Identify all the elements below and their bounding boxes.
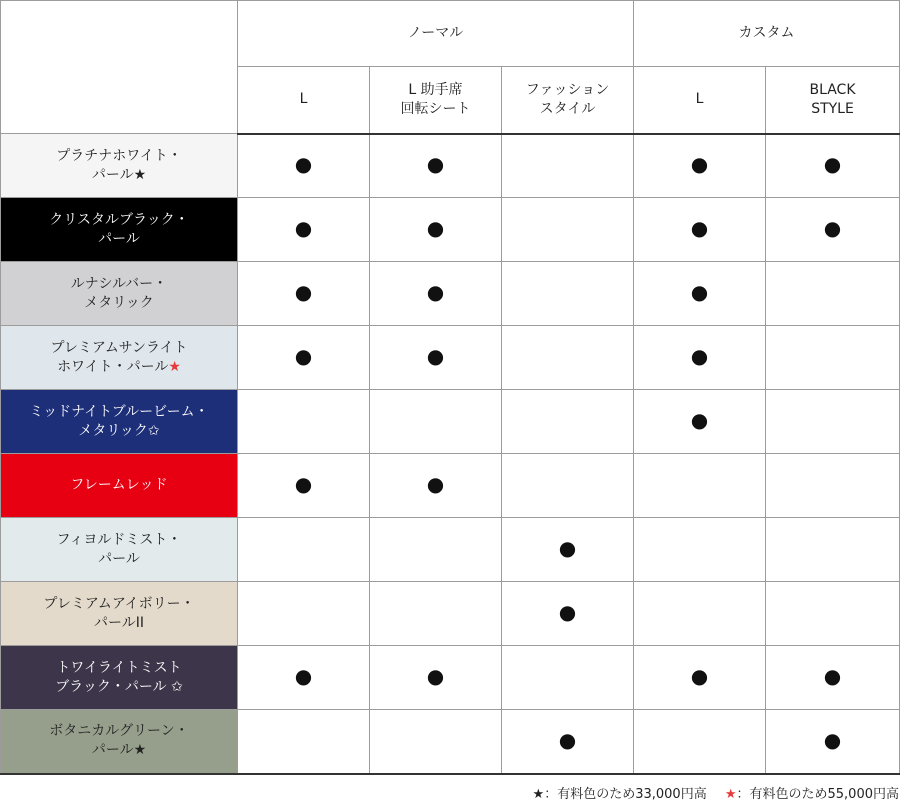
availability-cell	[502, 518, 634, 582]
availability-cell	[370, 262, 502, 326]
color-name-line: ミッドナイトブルービーム・	[29, 403, 209, 420]
availability-cell	[766, 198, 900, 262]
availability-cell	[634, 198, 766, 262]
availability-dot: ●	[558, 536, 577, 560]
black-star-icon: ★	[532, 787, 545, 802]
availability-dot: ●	[558, 727, 577, 752]
availability-cell	[370, 134, 502, 198]
availability-dot: ●	[426, 344, 445, 368]
availability-cell	[634, 390, 766, 454]
availability-dot: ●	[294, 216, 313, 240]
color-name-line: ボタニカルグリーン・	[49, 723, 189, 740]
availability-dot: ●	[426, 664, 445, 688]
availability-cell	[634, 262, 766, 326]
availability-dot: ●	[294, 152, 313, 177]
availability-cell	[766, 710, 900, 774]
header-group-custom	[634, 1, 900, 67]
footnote-paid-color-33000	[533, 785, 707, 805]
availability-cell	[370, 454, 502, 518]
column-header-line: BLACK	[809, 81, 856, 98]
availability-cell	[502, 582, 634, 646]
availability-dot: ●	[426, 152, 445, 177]
color-row	[1, 646, 900, 710]
availability-cell	[502, 262, 634, 326]
color-name-line: プレミアムアイボリー・	[43, 595, 195, 612]
column-header	[634, 67, 766, 134]
column-header	[370, 67, 502, 134]
color-row	[1, 454, 900, 518]
color-name-cell	[1, 198, 238, 262]
header-group-row	[1, 1, 900, 67]
availability-cell	[502, 646, 634, 710]
availability-cell	[238, 454, 370, 518]
column-header-line: STYLE	[811, 100, 854, 117]
availability-dot: ●	[690, 216, 709, 240]
color-name-cell	[1, 454, 238, 518]
color-row	[1, 390, 900, 454]
color-row	[1, 710, 900, 774]
availability-cell	[238, 582, 370, 646]
column-header-line: 回転シート	[400, 100, 471, 117]
availability-cell	[766, 134, 900, 198]
color-name-line: クリスタルブラック・	[49, 211, 189, 228]
availability-cell	[634, 646, 766, 710]
availability-dot: ●	[426, 472, 445, 496]
availability-cell	[370, 326, 502, 390]
color-name-cell	[1, 390, 238, 454]
group-label: カスタム	[738, 25, 795, 41]
availability-dot: ●	[690, 152, 709, 177]
footnote-text: ：有料色のため33,000円高	[544, 787, 707, 802]
header-corner-cell	[1, 1, 238, 134]
availability-cell	[238, 198, 370, 262]
availability-cell	[502, 454, 634, 518]
availability-dot: ●	[823, 152, 842, 177]
availability-dot: ●	[294, 280, 313, 304]
availability-cell	[634, 518, 766, 582]
color-row	[1, 262, 900, 326]
availability-cell	[370, 390, 502, 454]
availability-cell	[502, 390, 634, 454]
column-header	[238, 67, 370, 134]
availability-cell	[634, 454, 766, 518]
color-name-cell	[1, 646, 238, 710]
availability-cell	[370, 582, 502, 646]
color-name-line	[1, 358, 237, 377]
color-name-line: フィヨルドミスト・	[56, 531, 182, 548]
availability-cell	[370, 198, 502, 262]
availability-dot: ●	[558, 600, 577, 624]
availability-dot: ●	[426, 216, 445, 240]
availability-cell	[634, 326, 766, 390]
availability-cell	[766, 518, 900, 582]
column-header	[766, 67, 900, 134]
availability-dot: ●	[426, 280, 445, 304]
column-header	[502, 67, 634, 134]
color-name-cell	[1, 326, 238, 390]
availability-cell	[238, 326, 370, 390]
availability-dot: ●	[823, 216, 842, 240]
availability-cell	[502, 326, 634, 390]
availability-cell	[238, 390, 370, 454]
availability-cell	[766, 646, 900, 710]
color-name-line: ルナシルバー・	[70, 275, 168, 292]
color-row	[1, 518, 900, 582]
availability-cell	[502, 134, 634, 198]
color-name-line: パールII	[94, 614, 144, 631]
availability-dot: ●	[294, 472, 313, 496]
availability-cell	[502, 710, 634, 774]
availability-dot: ●	[294, 664, 313, 688]
color-name-cell	[1, 518, 238, 582]
header-group-normal	[238, 1, 634, 67]
color-name-cell	[1, 710, 238, 774]
red-star-icon: ★	[724, 787, 737, 802]
color-name-line: パール	[98, 550, 140, 567]
footnote-paid-color-55000	[725, 785, 899, 805]
availability-dot: ●	[294, 344, 313, 368]
availability-cell	[370, 710, 502, 774]
availability-cell	[238, 646, 370, 710]
availability-cell	[634, 710, 766, 774]
availability-cell	[370, 518, 502, 582]
availability-dot: ●	[823, 727, 842, 752]
color-name-line: ブラック・パール ✩	[55, 678, 183, 695]
color-row	[1, 198, 900, 262]
availability-dot: ●	[690, 344, 709, 368]
column-header-line: L	[299, 91, 308, 108]
color-name-line: メタリック	[84, 294, 154, 311]
availability-cell	[766, 582, 900, 646]
availability-cell	[766, 454, 900, 518]
availability-cell	[238, 134, 370, 198]
color-name-line: パール	[98, 230, 140, 247]
availability-cell	[370, 646, 502, 710]
color-row	[1, 326, 900, 390]
column-header-line: スタイル	[539, 100, 596, 117]
color-name-cell	[1, 134, 238, 198]
availability-cell	[238, 518, 370, 582]
color-name-line: パール★	[91, 742, 147, 759]
availability-cell	[766, 262, 900, 326]
availability-cell	[634, 134, 766, 198]
color-row	[1, 134, 900, 198]
column-header-line: ファッション	[525, 81, 610, 98]
color-row	[1, 582, 900, 646]
availability-dot: ●	[690, 408, 709, 432]
availability-cell	[766, 326, 900, 390]
color-name-text: ホワイト・パール	[57, 358, 169, 375]
paid-color-star-icon: ★	[168, 358, 181, 375]
group-label: ノーマル	[407, 25, 464, 41]
availability-cell	[766, 390, 900, 454]
availability-cell	[238, 262, 370, 326]
color-name-line: トワイライトミスト	[56, 659, 182, 676]
color-name-line: プレミアムサンライト	[50, 339, 188, 356]
footnote-text: ：有料色のため55,000円高	[736, 787, 899, 802]
availability-dot: ●	[690, 664, 709, 688]
column-header-line: L	[695, 91, 704, 108]
availability-cell	[502, 198, 634, 262]
column-header-line: L 助手席	[408, 81, 463, 98]
color-name-line: プラチナホワイト・	[56, 147, 182, 164]
color-name-line: メタリック✩	[78, 422, 160, 439]
availability-dot: ●	[823, 664, 842, 688]
availability-cell	[634, 582, 766, 646]
color-name-line: フレームレッド	[70, 477, 168, 493]
color-name-cell	[1, 262, 238, 326]
footnotes	[533, 785, 899, 805]
color-name-cell	[1, 582, 238, 646]
availability-cell	[238, 710, 370, 774]
color-name-line: パール★	[91, 166, 147, 183]
availability-dot: ●	[690, 280, 709, 304]
